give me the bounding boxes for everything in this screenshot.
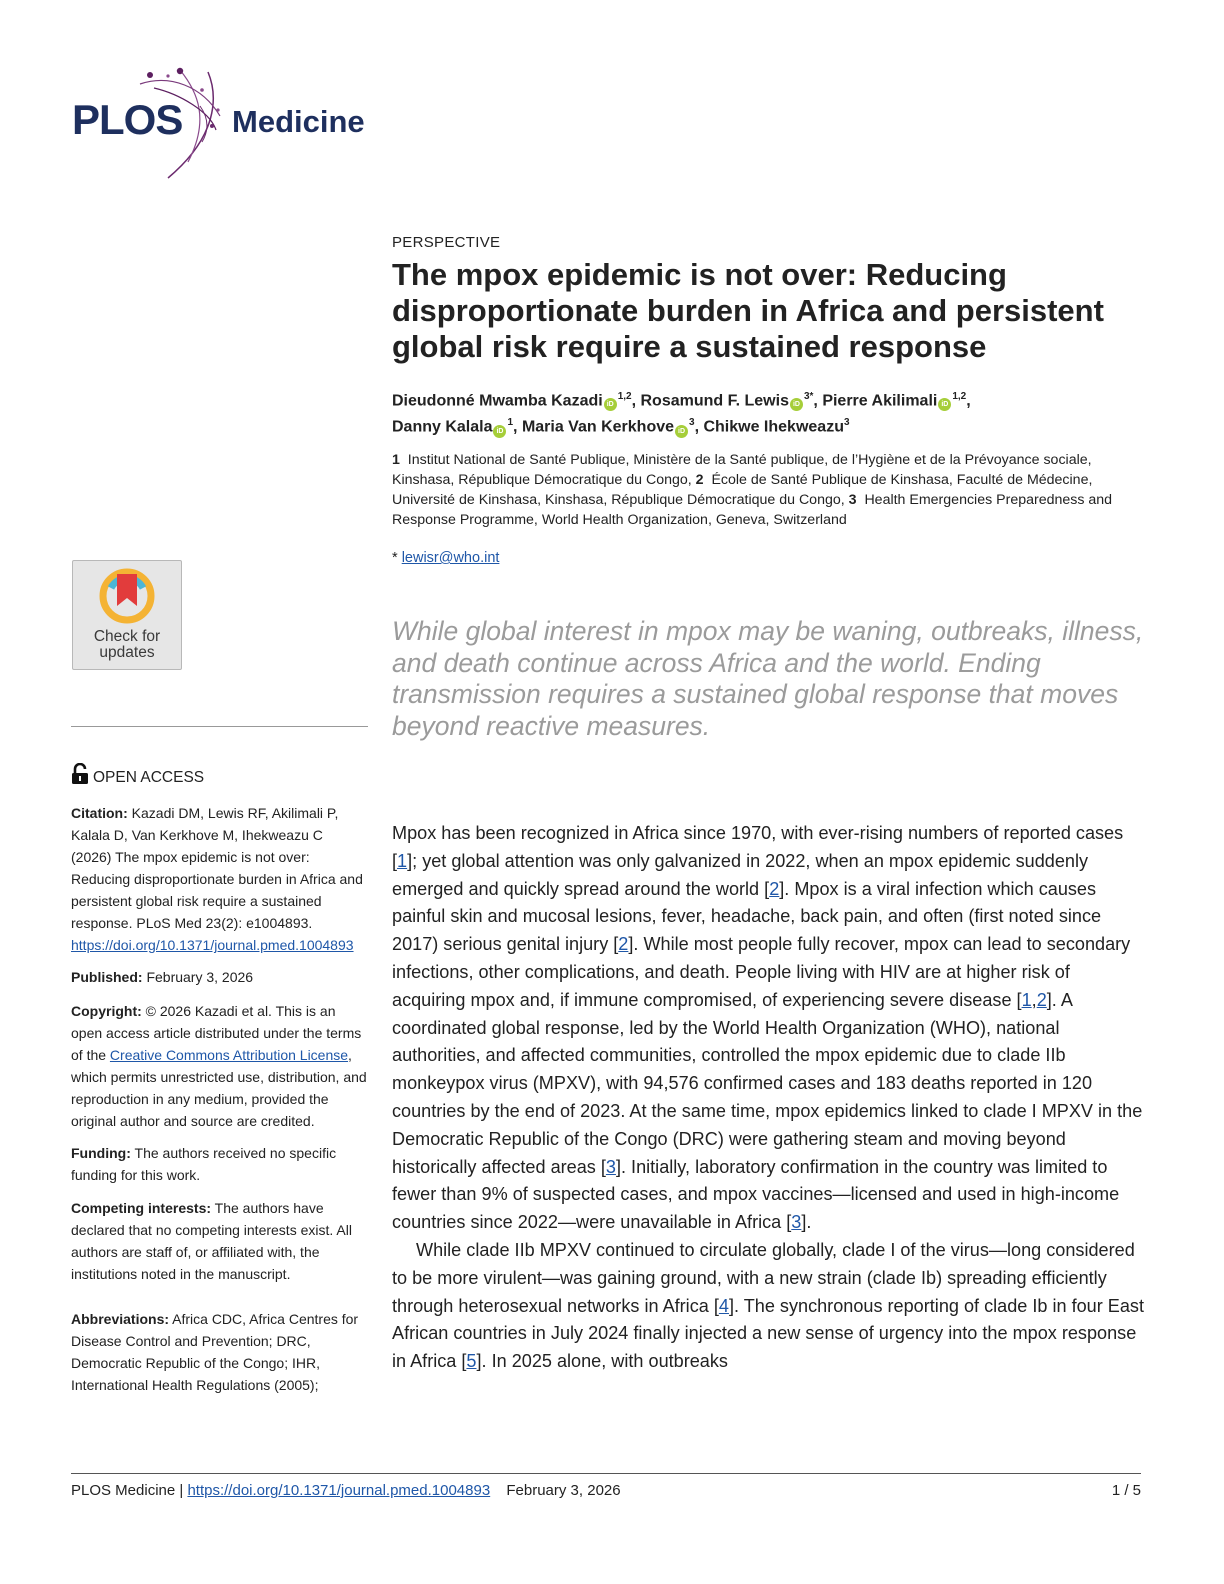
author-separator: , — [966, 392, 971, 410]
funding-block — [71, 1142, 367, 1186]
author-separator: , — [813, 392, 823, 410]
footer-journal: PLOS Medicine | — [71, 1482, 184, 1499]
author-name: Danny Kalala — [392, 418, 493, 436]
abbreviations-block — [71, 1308, 367, 1396]
author-separator: , — [513, 418, 522, 436]
reference-link[interactable]: 3 — [605, 1156, 616, 1177]
funding-text: The authors received no specific funding for this work. — [71, 1145, 337, 1183]
funding-label: Funding: — [71, 1145, 131, 1161]
affiliation-text: Health Emergencies Preparedness and Response Programme, World Health Organization, Geneva, Switzerland — [392, 492, 1113, 528]
citation-label: Citation: — [71, 805, 128, 821]
corresponding-author — [392, 550, 499, 566]
published-block — [71, 966, 367, 988]
article-body — [392, 820, 1144, 1376]
bookmark-ring-icon — [97, 566, 157, 626]
citation-text: Kazadi DM, Lewis RF, Akilimali P, Kalala D, Van Kerkhove M, Ihekweazu C (2026) The mpox epidemic is not over: Reducing disproportionate burden in Africa and persistent global risk require a sustained response. PLoS Med 23(2): e1004893. — [71, 805, 363, 931]
citation-doi-link[interactable]: https://doi.org/10.1371/journal.pmed.1004893 — [71, 937, 354, 953]
copyright-text: © 2026 Kazadi et al. This is an open access article distributed under the terms of the — [71, 1003, 362, 1063]
open-access-header — [71, 763, 204, 790]
article-type: PERSPECTIVE — [392, 234, 501, 251]
logo-medicine-text: Medicine — [232, 104, 365, 139]
orcid-icon[interactable]: iD — [675, 425, 688, 438]
affiliation-number: 2 — [695, 472, 704, 488]
reference-link[interactable]: 5 — [466, 1351, 477, 1372]
reference-link[interactable]: 2 — [1036, 989, 1047, 1010]
article-title: The mpox epidemic is not over: Reducing disproportionate burden in Africa and persistent global risk require a sustained response — [392, 257, 1104, 364]
competing-label: Competing interests: — [71, 1200, 212, 1216]
page-number: 1 / 5 — [1111, 1482, 1141, 1499]
footer-doi-link[interactable]: https://doi.org/10.1371/journal.pmed.1004893 — [187, 1482, 491, 1499]
check-for-updates-badge[interactable] — [72, 560, 182, 670]
competing-text: The authors have declared that no competing interests exist. All authors are staff of, or affiliated with, the institutions noted in the manuscript. — [71, 1200, 352, 1282]
footer-divider — [71, 1473, 1141, 1474]
author-name: Chikwe Ihekweazu — [703, 418, 844, 436]
author-name: Dieudonné Mwamba Kazadi — [392, 392, 603, 410]
check-for-updates-label: Check for updates — [93, 628, 161, 661]
orcid-icon[interactable]: iD — [604, 398, 617, 411]
author-affil-sup: 3 — [689, 417, 695, 429]
citation-block — [71, 802, 367, 956]
body-paragraph: Mpox has been recognized in Africa since 1970, with ever-rising numbers of reported cases [1]; yet global attention was only galvanized in 2022, when an mpox epidemic suddenly emerged and quickly spread around the world [2]. Mpox is a viral infection which causes painful skin and mucosal lesions, fever, headache, back pain, and often (first noted since 2017) serious genital injury [2]. While most people fully recover, mpox can lead to secondary infections, other complications, and death. People living with HIV are at higher risk of acquiring mpox and, if immune compromised, of experiencing severe disease [1,2]. A coordinated global response, led by the World Health Organization (WHO), national authorities, and affected communities, controlled the mpox epidemic due to clade IIb monkeypox virus (MPXV), with 94,576 confirmed cases and 183 deaths reported in 120 countries by the end of 2023. At the same time, mpox epidemics linked to clade I MPXV in the Democratic Republic of the Congo (DRC) were gathering steam and moving beyond historically affected areas [3]. Initially, laboratory confirmation in the country was limited to fewer than 9% of suspected cases, and mpox vaccines—licensed and used in high-income countries since 2022—were unavailable in Africa [3]. — [392, 823, 1143, 1233]
license-link[interactable]: Creative Commons Attribution License — [109, 1047, 349, 1063]
author-affil-sup: 3 — [843, 417, 850, 429]
author-name: Rosamund F. Lewis — [640, 392, 789, 410]
author-affil-sup: 1,2 — [952, 391, 967, 402]
copyright-text-cont: , which permits unrestricted use, distribution, and reproduction in any medium, provided the original author and source are credited. — [71, 1047, 367, 1129]
open-lock-icon — [71, 763, 89, 790]
journal-logo[interactable] — [70, 66, 390, 184]
abbreviations-text: Africa CDC, Africa Centres for Disease Control and Prevention; DRC, Democratic Republic of the Congo; IHR, International Health Regulations (2005); — [71, 1311, 359, 1393]
published-date: February 3, 2026 — [146, 969, 254, 985]
affiliations — [392, 450, 1144, 530]
author-separator: , — [694, 418, 704, 436]
affiliation-number: 3 — [848, 492, 857, 508]
sidebar-divider — [71, 726, 368, 727]
author-affil-sup: 1 — [507, 417, 514, 429]
abbreviations-label: Abbreviations: — [71, 1311, 170, 1327]
reference-link[interactable]: 4 — [718, 1295, 729, 1316]
copyright-label: Copyright: — [71, 1003, 142, 1019]
published-label: Published: — [71, 969, 143, 985]
affiliation-number: 1 — [392, 452, 400, 468]
author-separator: , — [631, 392, 641, 410]
footer-date: February 3, 2026 — [506, 1482, 621, 1499]
author-name: Maria Van Kerkhove — [521, 418, 675, 436]
author-affil-sup: 1,2 — [617, 391, 632, 402]
author-affil-sup: 3* — [803, 391, 814, 402]
reference-link[interactable]: 2 — [618, 934, 629, 955]
page-footer — [71, 1482, 621, 1499]
reference-link[interactable]: 1 — [1021, 989, 1032, 1010]
affiliation-text: École de Santé Publique de Kinshasa, Faculté de Médecine, Université de Kinshasa, Kinshasa, République Démocratique du Congo, — [392, 472, 1093, 508]
orcid-icon[interactable]: iD — [790, 398, 803, 411]
author-name: Pierre Akilimali — [822, 392, 938, 410]
body-paragraph: While clade IIb MPXV continued to circulate globally, clade I of the virus—long considered to be more virulent—was gaining ground, with a new strain (clade Ib) spreading efficiently through heterosexual networks in Africa [4]. The synchronous reporting of clade Ib in four East African countries in July 2024 finally injected a new sense of urgency into the mpox response in Africa [5]. In 2025 alone, with outbreaks — [392, 1239, 1145, 1372]
corresp-star: * — [392, 550, 398, 566]
abstract-summary: While global interest in mpox may be waning, outbreaks, illness, and death continue across Africa and the world. Ending transmission requires a sustained global response that moves beyond reactive measures. — [392, 616, 1144, 742]
affiliation-text: Institut National de Santé Publique, Ministère de la Santé publique, de l’Hygiène et de la Prévoyance sociale, Kinshasa, République Démocratique du Congo, — [392, 452, 1092, 488]
corresp-email-link[interactable]: lewisr@who.int — [401, 550, 500, 566]
author-list — [392, 386, 1152, 439]
open-access-label: OPEN ACCESS — [93, 769, 205, 786]
competing-interests-block — [71, 1197, 367, 1285]
reference-link[interactable]: 3 — [791, 1212, 802, 1233]
orcid-icon[interactable]: iD — [493, 425, 506, 438]
orcid-icon[interactable]: iD — [938, 398, 951, 411]
reference-link[interactable]: 1 — [397, 850, 408, 871]
reference-link[interactable]: 2 — [769, 878, 780, 899]
logo-plos-text: PLOS — [72, 96, 183, 143]
copyright-block — [71, 1000, 367, 1132]
